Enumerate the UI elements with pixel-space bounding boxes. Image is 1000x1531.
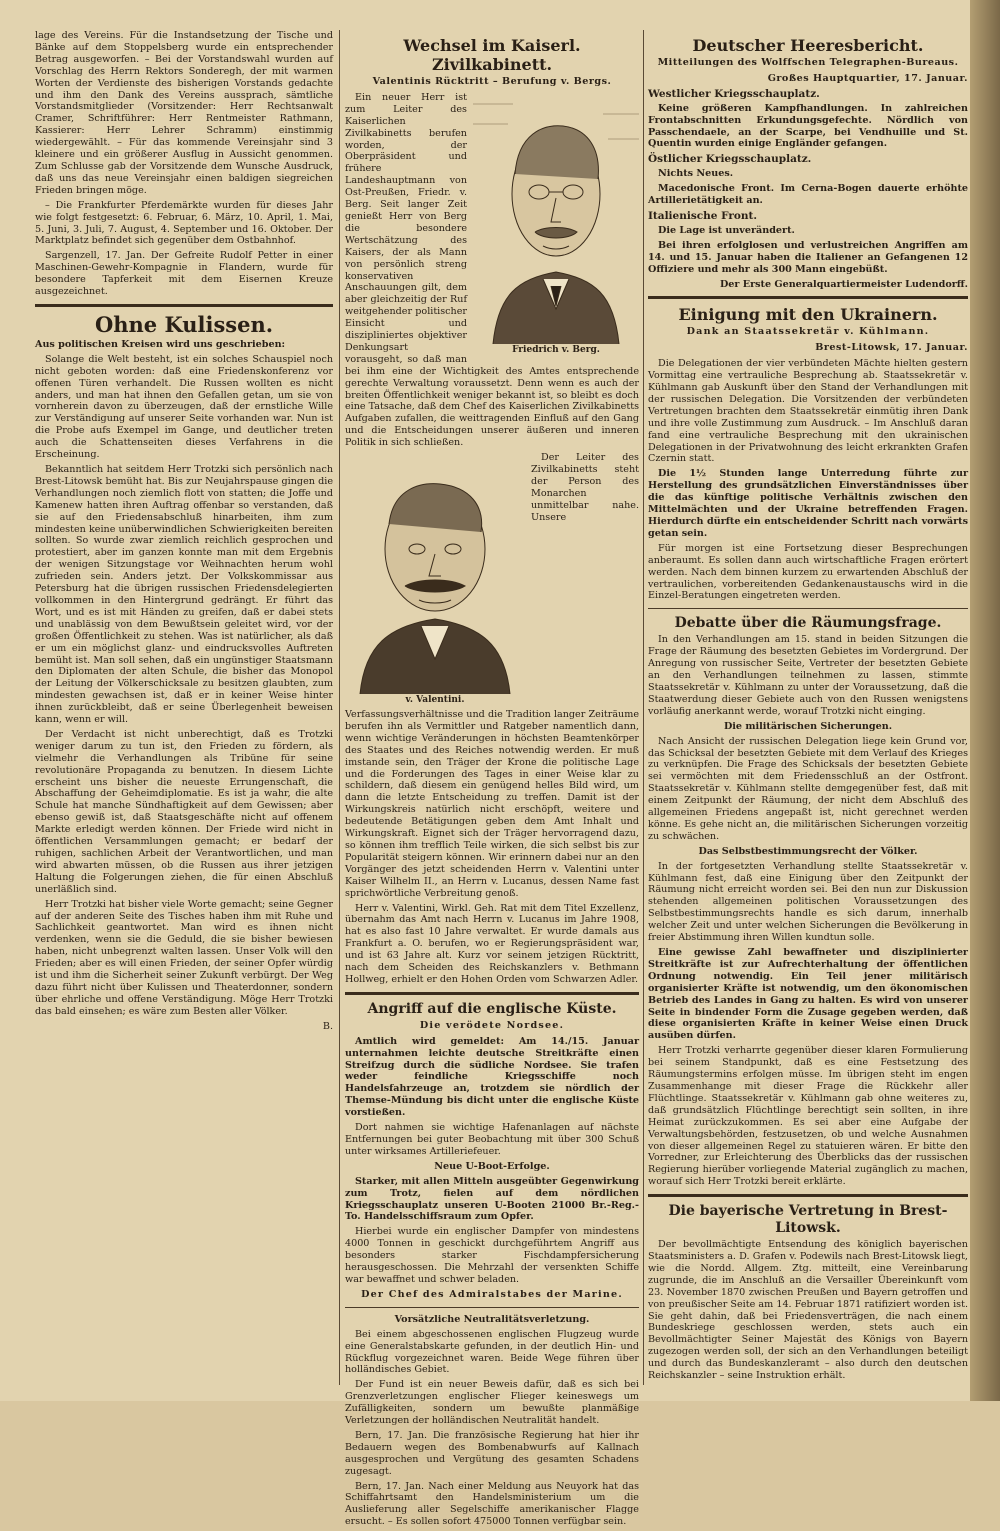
article-paragraph: Solange die Welt besteht, ist ein solches Schauspiel noch nicht geboten worden: daß eine Friedenskonferenz vor offenen Türen verhandelt. Die Russen wollten es nicht anders, und man hat ihnen den Gefallen getan, um sie von vornherein davon zu überzeugen, daß der ernstliche Wille zur Verständigung auf unserer Seite vorhanden war. Nun ist die Probe aufs Exempel im Gange, und deutlicher treten auch die Schattenseiten dieses Verfahrens in die Erscheinung. — [35, 353, 333, 461]
article-subheadline: Das Selbstbestimmungsrecht der Völker. — [698, 845, 918, 857]
column-1 — [35, 30, 333, 1033]
article-paragraph: Die Lage ist unverändert. — [658, 224, 795, 236]
article-paragraph: Herr Trotzki verharrte gegenüber dieser klaren Formulierung bei seinem Standpunkt, daß es eine Festsetzung des Räumungstermins erfolgen müsse. Im übrigen steht im engen Zusammenhange mit dieser Frage die Rückkehr aller Flüchtlinge. Staatssekretär v. Kühlmann gab ohne weiteres zu, daß grundsätzlich Flüchtlinge berechtigt sein sollten, in ihre Heimat zurückzukommen. Es sei aber eine Aufgabe der Verwaltungsbehörden, festzusetzen, ob und welche Ausnahmen von dieser allgemeinen Regel zu statuieren wären. Er bitte den Vorredner, zur Erleichterung des Überblicks das der russischen Regierung hierüber vorliegende Material zugänglich zu machen, worauf sich Herr Trotzki bereit erklärte. — [648, 1045, 968, 1188]
article-paragraph: Herr v. Valentini, Wirkl. Geh. Rat mit dem Titel Exzellenz, übernahm das Amt nach Herrn v. Lucanus im Jahre 1908, hat es also fast 10 Jahre verwaltet. Er wurde damals aus Frankfurt a. O. berufen, wo er Regierungspräsident war, und ist 63 Jahre alt. Kurz vor seinem jetzigen Rücktritt, nach dem Scheiden des Reichskanzlers v. Bethmann Hollweg, erhielt er den Hohen Orden vom Schwarzen Adler. — [345, 902, 639, 985]
article-paragraph: Der Fund ist ein neuer Beweis dafür, daß es sich bei Grenzverletzungen englischer Flieger keineswegs um Zufälligkeiten, sondern um bewußte planmäßige Verletzungen der holländischen Neutralität handelt. — [345, 1379, 639, 1427]
dateline: Großes Hauptquartier, 17. Januar. — [767, 72, 968, 84]
article-signature: B. — [322, 1020, 333, 1032]
portrait-berg-image — [473, 94, 639, 344]
article-signature: Der Chef des Admiralstabes der Marine. — [361, 1288, 623, 1300]
article-paragraph: Der Leiter des Zivilkabinetts steht der Person des Monarchen unmittelbar nahe. Unsere Verfassungsverhältnisse und die Tradition langer Zeiträume berufen ihn als Vermittler und Ratgeber namentlich dann, wenn wichtige Veränderungen in höchsten Beamtenkörper des Staates und des Reiches notwendig werden. Er muß imstande sein, den Träger der Krone die politische Lage und die Forderungen des Tages in einer Weise klar zu schildern, daß diesem ein genügend helles Bild wird, um dann die letzte Entscheidung zu treffen. Damit ist der Wirkungskreis natürlich nicht erschöpft, weitere und bedeutende Betätigungen geben dem Amt Inhalt und Wirkungskraft. Eignet sich der Träger hervorragend dazu, so können ihm trefflich Teile wirken, die sich selbst bis zur Popularität steigern können. Wir erinnern dabei nur an den Vorgänger des jetzt scheidenden Herrn v. Valentini unter Kaiser Wilhelm II., an Herrn v. Lucanus, dessen Name fast sprichwörtliche Verbreitung genoß. — [345, 452, 639, 899]
article-headline: Einigung mit den Ukrainern. — [678, 305, 938, 325]
article-paragraph: Bern, 17. Jan. Nach einer Meldung aus Neuyork hat das Schiffahrtsamt den Handelsministerium um die Auslieferung aller Segelschiffe amerikanischer Flagge ersucht. – Es sollen sofort 475000 Tonnen verfügbar sein. — [345, 1480, 639, 1528]
article-paragraph: Für morgen ist eine Fortsetzung dieser Besprechungen anberaumt. Es sollen dann auch wirtschaftliche Fragen erörtert werden. Nach dem binnen kurzem zu erwartenden Abschluß der vertraulichen, vorbereitenden Gedankenaustauschs wird in die Einzel-Beratungen eingetreten werden. — [648, 542, 968, 602]
article-paragraph: Dort nahmen sie wichtige Hafenanlagen auf nächste Entfernungen bei guter Beobachtung mit über 300 Schuß unter wirksames Artilleriefeuer. — [345, 1122, 639, 1157]
article-headline: Angriff auf die englische Küste. — [367, 1000, 617, 1017]
article-paragraph: Eine gewisse Zahl bewaffneter und disziplinierter Streitkräfte ist zur Aufrechterhaltung der öffentlichen Ordnung notwendig. Ein Teil jener militärisch organisierter Kräfte ist notwendig, um den ökonomischen Betrieb des Landes in Gang zu halten. Es wird von unserer Seite in bindender Form die Zusage gegeben werden, daß diese organisierten Kräfte in keiner Weise einen Druck ausüben dürfen. — [648, 947, 968, 1042]
article-paragraph: Nach Ansicht der russischen Delegation liege kein Grund vor, das Schicksal der besetzten Gebiete mit dem Verlauf des Krieges zu verknüpfen. Die Frage des Schicksals der besetzten Gebiete sei vermöchten mit dem Friedensschluß an der Ostfront. Staatssekretär v. Kühlmann stellte demgegenüber fest, daß mit einem Zeitpunkt der Räumung, der nicht dem Abschluß des allgemeinen Friedens angepaßt ist, nicht gerechnet werden könne. Es gehe nicht an, die militärischen Sicherungen vorzeitig zu schwächen. — [648, 735, 968, 842]
page-edge-shadow — [970, 0, 1000, 1401]
portrait-valentini — [345, 454, 525, 707]
article-paragraph: Bei ihren erfolglosen und verlustreichen Angriffen am 14. und 15. Januar haben die Italiener an Gefangenen 12 Offiziere und mehr als 300 Mann eingebüßt. — [648, 239, 968, 275]
column-3 — [648, 30, 968, 1385]
local-news-paragraph: Sargenzell, 17. Jan. Der Gefreite Rudolf Petter in einer Maschinen-Gewehr-Kompagnie in Flandern, wurde für besondere Tapferkeit mit dem Eisernen Kreuze ausgezeichnet. — [35, 250, 333, 298]
article-paragraph: Bekanntlich hat seitdem Herr Trotzki sich persönlich nach Brest-Litowsk bemüht hat. Bis zur Neujahrspause gingen die Verhandlungen noch ziemlich flott von statten; die Joffe und Kamenew hatten ihren Auftrag offenbar so verstanden, daß sie auf den Friedensabschluß hinarbeiten, ihm zum mindesten keine unüberwindlichen Schwierigkeiten bereiten sollten. So wurde zwar ziemlich reichlich gesprochen und protestiert, aber im ganzen konnte man mit dem Ergebnis der wenigen Sitzungstage vor Weihnachten herum wohl zufrieden sein. Anders jetzt. Der Volkskommissar aus Petersburg hat die übrigen russischen Friedensdelegierten vollkommen in den Hintergrund gedrängt. Er führt das Wort, und es ist mit Händen zu greifen, daß er dabei stets und unablässig von dem Bewußtsein geleitet wird, vor der großen Öffentlichkeit zu stehen. Was ist natürlicher, als daß er um ein möglichst glanz- und eindrucksvolles Auftreten bemüht ist. Man soll sehen, daß ein ungünstiger Staatsmann den Diplomaten der alten Schule, die bisher das Monopol der Leitung der Völkerschicksale zu besitzen glaubten, zum mindesten gewachsen ist, daß er in keiner Weise hinter ihnen zurückbleibt, daß er seine Überlegenheit beweisen kann, wenn er will. — [35, 464, 333, 726]
article-paragraph: Der bevollmächtigte Entsendung des königlich bayerischen Staatsministers a. D. Grafen v. Podewils nach Brest-Litowsk liegt, wie die Nordd. Allgem. Ztg. mitteilt, eine Vereinbarung zugrunde, die im Anschluß an die Versailler Übereinkunft vom 23. November 1870 zwischen Preußen und Bayern getroffen und von preußischer Seite am 14. Februar 1871 ratifiziert worden ist. Sie geht dahin, daß bei Friedensverträgen, die nach einem Bundeskriege geschlossen werden, stets auch ein Bevollmächtigter Seiner Majestät des Königs von Bayern zugezogen werden soll, der sich an den Verhandlungen beteiligt und durch das Bundeskanzleramt – also durch den deutschen Reichskanzler – seine Instruktion erhält. — [648, 1239, 968, 1382]
article-signature: Der Erste Generalquartiermeister Ludendorff. — [719, 278, 968, 290]
article-paragraph: Die Delegationen der vier verbündeten Mächte hielten gestern Vormittag eine vertrauliche Besprechung ab. Staatssekretär v. Kühlmann gab Auskunft über den Stand der Verhandlungen mit der russischen Delegation. Die Vorsitzenden der verbündeten Vertretungen brachten dem Staatssekretär einmütig ihren Dank und ihre volle Zustimmung zum Ausdruck. – Im Anschluß daran fand eine vertrauliche Besprechung mit den ukrainischen Delegationen in der Privatwohnung des leicht erkrankten Grafen Czernin statt. — [648, 358, 968, 465]
article-paragraph: Macedonische Front. Im Cerna-Bogen dauerte erhöhte Artillerietätigkeit an. — [648, 183, 968, 207]
article-headline: Wechsel im Kaiserl. Zivilkabinett. — [403, 36, 581, 74]
article-paragraph: Hierbei wurde ein englischer Dampfer von mindestens 4000 Tonnen in geschickt durchgeführtem Angriff aus besonders starker Fischdampfersicherung herausgeschossen. Die Mehrzahl der versenkten Schiffe war bewaffnet und schwer beladen. — [345, 1226, 639, 1285]
article-paragraph: Bern, 17. Jan. Die französische Regierung hat hier ihr Bedauern wegen des Bombenabwurfs auf Kallnach ausgesprochen und Vergütung des gesamten Schadens zugesagt. — [345, 1429, 639, 1477]
section-heading: Westlicher Kriegsschauplatz. — [648, 87, 820, 100]
column-divider — [339, 30, 340, 1385]
article-paragraph: Bei einem abgeschossenen englischen Flugzeug wurde eine Generalstabskarte gefunden, in der deutlich Hin- und Rückflug vorgezeichnet waren. Beide Wege führen über holländisches Gebiet. — [345, 1328, 639, 1376]
article-paragraph: Ein neuer Herr ist zum Leiter des Kaiserlichen Zivilkabinetts berufen worden, der Oberpräsident und frühere Landeshauptmann von Ost-Preußen, Friedr. v. Berg. Seit langer Zeit genießt Herr von Berg die besondere Wertschätzung des Kaisers, der als Mann von persönlich streng konservativen Anschauungen gilt, dem aber gleichzeitig der Ruf weitgehender politischer Einsicht und diszipliniertes objektiver Denkungsart vorausgeht, so daß man bei ihm eine der Wichtigkeit des Amtes entsprechende gerechte Verwaltung voraussetzt. Denn wenn es auch der breiten Öffentlichkeit weniger bekannt ist, so bleibt es doch eine Tatsache, daß dem Chef des Kaiserlichen Zivilkabinetts Aufgaben zufallen, die weittragenden Einfluß auf den Gang und die Entscheidungen unserer äußeren und inneren Politik in sich schließen. — [345, 91, 639, 449]
section-rule — [345, 1307, 639, 1308]
article-headline: Ohne Kulissen. — [94, 311, 274, 337]
section-rule — [345, 992, 639, 995]
article-subheadline: Mitteilungen des Wolffschen Telegraphen-Bureaus. — [657, 57, 959, 68]
section-heading: Italienische Front. — [648, 209, 758, 222]
article-subheadline: Vorsätzliche Neutralitätsverletzung. — [394, 1313, 590, 1325]
article-subheadline: Neue U-Boot-Erfolge. — [434, 1160, 550, 1172]
section-rule — [648, 296, 968, 299]
section-rule — [648, 1194, 968, 1197]
portrait-caption: v. Valentini. — [405, 695, 465, 706]
portrait-valentini-image — [345, 454, 525, 694]
local-news-paragraph: – Die Frankfurter Pferdemärkte wurden für dieses Jahr wie folgt festgesetzt: 6. Februar, 6. März, 10. April, 1. Mai, 5. Juni, 3. Juli, 7. August, 4. September und 16. Oktober. Der Marktplatz befindet sich gegenüber dem Ostbahnhof. — [35, 199, 333, 247]
article-paragraph: Herr Trotzki hat bisher viele Worte gemacht; seine Gegner auf der anderen Seite des Tisches haben ihm mit Ruhe und Sachlichkeit geantwortet. Man wird es ihnen nicht verdenken, wenn sie die Geduld, die sie bisher bewiesen haben, nicht unbegrenzt walten lassen. Unser Volk will den Frieden; aber es will einen Frieden, der seiner Opfer würdig ist und ihm die Sicherheit seiner Zukunft verbürgt. Der Weg dazu führt nicht über Kulissen und Theaterdonner, sondern über ehrliche und offene Verständigung. Möge Herr Trotzki das bald einsehen; es wäre zum Besten aller Völker. — [35, 898, 333, 1017]
section-heading: Östlicher Kriegsschauplatz. — [648, 153, 812, 166]
article-headline: Die bayerische Vertretung in Brest-Litowsk. — [668, 1203, 948, 1237]
section-rule — [35, 304, 333, 307]
article-paragraph: Amtlich wird gemeldet: Am 14./15. Januar unternahmen leichte deutsche Streitkräfte einen Streifzug durch die südliche Nordsee. Sie trafen weder feindliche Kriegsschiffe noch Handelsfahrzeuge an, trotzdem sie nördlich der Themse-Mündung bis dicht unter die englische Küste vorstießen. — [345, 1035, 639, 1119]
portrait-caption: Friedrich v. Berg. — [512, 344, 600, 355]
article-paragraph: In den Verhandlungen am 15. stand in beiden Sitzungen die Frage der Räumung des besetzten Gebietes im Vordergrund. Der Anregung von russischer Seite, Vertreter der besetzten Gebiete an den Verhandlungen teilnehmen zu lassen, stimmte Staatssekretär v. Kühlmann zu unter der Voraussetzung, daß die Staatwerdung dieser Gebiete auch von den Russen wenigstens vorläufig anerkannt werde, worauf Trotzki nicht einging. — [648, 634, 968, 717]
article-paragraph: Die 1½ Stunden lange Unterredung führte zur Herstellung des grundsätzlichen Einverständnisses über die das künftige politische Verhältnis zwischen den Mittelmächten und der Ukraine betreffenden Fragen. Hierdurch dürfte ein entscheidender Schritt nach vorwärts getan sein. — [648, 468, 968, 539]
column-divider — [643, 30, 644, 1385]
article-paragraph: Keine größeren Kampfhandlungen. In zahlreichen Frontabschnitten Erkundungsgefechte. Nördlich von Passchendaele, an der Scarpe, bei Vendhuille und St. Quentin wurden einige Engländer gefangen. — [648, 102, 968, 150]
article-paragraph: Der Verdacht ist nicht unberechtigt, daß es Trotzki weniger darum zu tun ist, den Frieden zu fördern, als vielmehr die Verhandlungen als Tribüne für seine revolutionäre Propaganda zu benutzen. In diesem Lichte erscheint uns bisher die neueste Errungenschaft, die Abschaffung der Geheimdiplomatie. Es ist ja wahr, die alte Schule hat manche Sündhaftigkeit auf dem Gewissen; aber ebenso gewiß ist, daß Staatsgeschäfte nicht auf offenem Markte erledigt werden können. Der Friede wird nicht in öffentlichen Versammlungen gemacht; er bedarf der ruhigen, sachlichen Arbeit der Verantwortlichen, und man wird abwarten müssen, ob die Russen aus ihrer jetzigen Haltung die Folgerungen ziehen, die für einen Abschluß unerläßlich sind. — [35, 728, 333, 895]
section-rule — [648, 608, 968, 609]
article-subheadline: Valentinis Rücktritt – Berufung v. Bergs. — [372, 76, 612, 87]
article-subheadline: Die verödete Nordsee. — [419, 1019, 565, 1031]
article-paragraph: Aus politischen Kreisen wird uns geschrieben: — [35, 338, 286, 350]
article-paragraph: Starker, mit allen Mitteln ausgeübter Gegenwirkung zum Trotz, fielen auf dem nördlichen Kriegsschauplatz unseren U-Booten 21000 Br.-Reg.-To. Handelsschiffsraum zum Opfer. — [345, 1175, 639, 1223]
dateline: Brest-Litowsk, 17. Januar. — [815, 342, 968, 354]
article-paragraph: Nichts Neues. — [658, 168, 734, 180]
column-2 — [345, 30, 639, 1531]
portrait-berg — [473, 94, 639, 357]
article-paragraph: In der fortgesetzten Verhandlung stellte Staatssekretär v. Kühlmann fest, daß eine Einigung über den Zeitpunkt der Räumung nicht erreicht worden sei. Bei den nun zur Diskussion stehenden allgemeinen politischen Voraussetzungen des Selbstbestimmungsrechts handle es sich darum, innerhalb welcher Zeit und unter welchen Sicherungen die Bevölkerung in freier Abstimmung ihren Willen kundtun solle. — [648, 860, 968, 944]
article-headline: Deutscher Heeresbericht. — [692, 36, 924, 55]
article-headline: Debatte über die Räumungsfrage. — [674, 615, 942, 632]
article-subheadline: Die militärischen Sicherungen. — [723, 720, 893, 732]
article-subheadline: Dank an Staatssekretär v. Kühlmann. — [686, 326, 930, 338]
local-news-paragraph: lage des Vereins. Für die Instandsetzung der Tische und Bänke auf dem Stoppelsberg wurde ein entsprechender Betrag ausgeworfen. – Bei der Vorstandswahl wurden auf Vorschlag des Herrn Rektors Sonderegh, der mit warmen Worten der Verdienste des bisherigen Vorstands gedachte und ihm den Dank des Vereins aussprach, sämtliche Vorstandsmitglieder (Vorsitzender: Herr Rechtsanwalt Cramer, Schriftführer: Herr Rentmeister Rathmann, Kassierer: Herr Lehrer Schramm) einstimmig wiedergewählt. – Für das kommende Vereinsjahr sind 3 kleinere und ein größerer Ausflug in Aussicht genommen. Zum Schlusse gab der Vorsitzende dem Wunsche Ausdruck, daß uns das neue Vereinsjahr einen baldigen siegreichen Frieden bringen möge. — [35, 30, 333, 196]
